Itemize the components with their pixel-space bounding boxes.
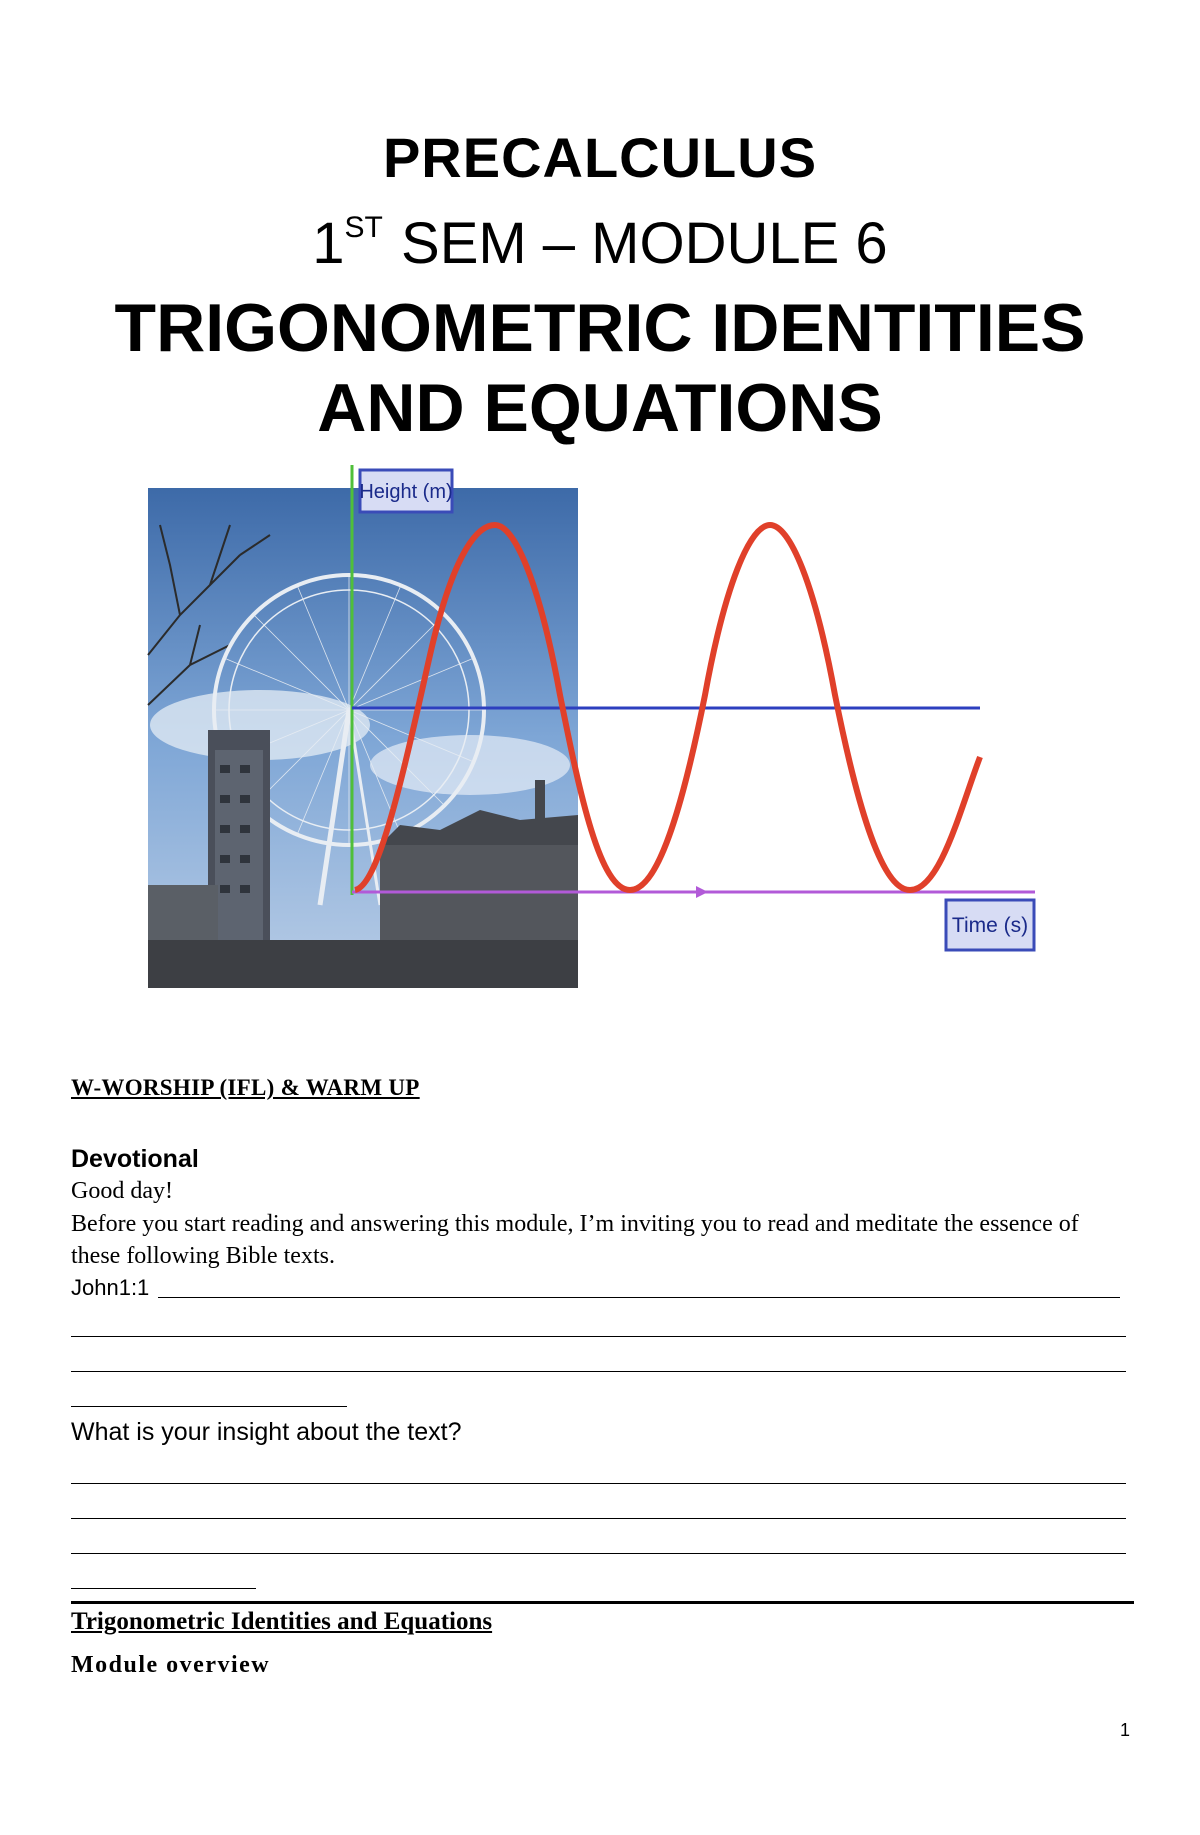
verse-answer-line[interactable]: [71, 1336, 1126, 1337]
insight-answer-line[interactable]: [71, 1588, 256, 1589]
verse-answer-line[interactable]: [71, 1371, 1126, 1372]
time-label: Time (s): [951, 914, 1029, 937]
topic-title: [0, 288, 1200, 448]
page-number: 1: [1120, 1720, 1131, 1740]
insight-answer-line[interactable]: [71, 1553, 1126, 1554]
module-prefix: 1: [312, 211, 345, 276]
module-superscript: ST: [344, 211, 383, 244]
ferris-wheel-photo: [148, 488, 578, 988]
devotional-heading: Devotional: [71, 1145, 199, 1173]
verse-answer-line[interactable]: [158, 1297, 1120, 1298]
height-label-box: [359, 470, 452, 512]
verse-answer-line[interactable]: [71, 1406, 347, 1407]
topic-line-2: AND EQUATIONS: [317, 370, 883, 446]
section-divider: [71, 1601, 1134, 1604]
height-label: Height (m): [359, 481, 453, 503]
time-axis-arrow: [696, 886, 708, 898]
worship-heading: W-WORSHIP (IFL) & WARM UP: [71, 1075, 420, 1100]
greeting-text: Good day!: [71, 1178, 173, 1204]
section-heading: Trigonometric Identities and Equations: [71, 1608, 493, 1635]
topic-line-1: TRIGONOMETRIC IDENTITIES: [114, 290, 1086, 366]
insight-answer-line[interactable]: [71, 1518, 1126, 1519]
module-line: [0, 210, 1200, 277]
insight-answer-line[interactable]: [71, 1483, 1126, 1484]
document-title: PRECALCULUS: [382, 126, 818, 189]
devotional-paragraph: Before you start reading and answering this module, I’m inviting you to read and meditate the essence of these following Bible texts.: [71, 1211, 1079, 1269]
insight-question: What is your insight about the text?: [71, 1418, 462, 1446]
ferris-wheel-figure: [140, 465, 1060, 1000]
verse-label: John1:1: [71, 1275, 150, 1300]
time-label-box: [946, 900, 1034, 950]
module-overview-heading: Module overview: [71, 1652, 271, 1678]
module-rest: SEM – MODULE 6: [384, 211, 888, 276]
